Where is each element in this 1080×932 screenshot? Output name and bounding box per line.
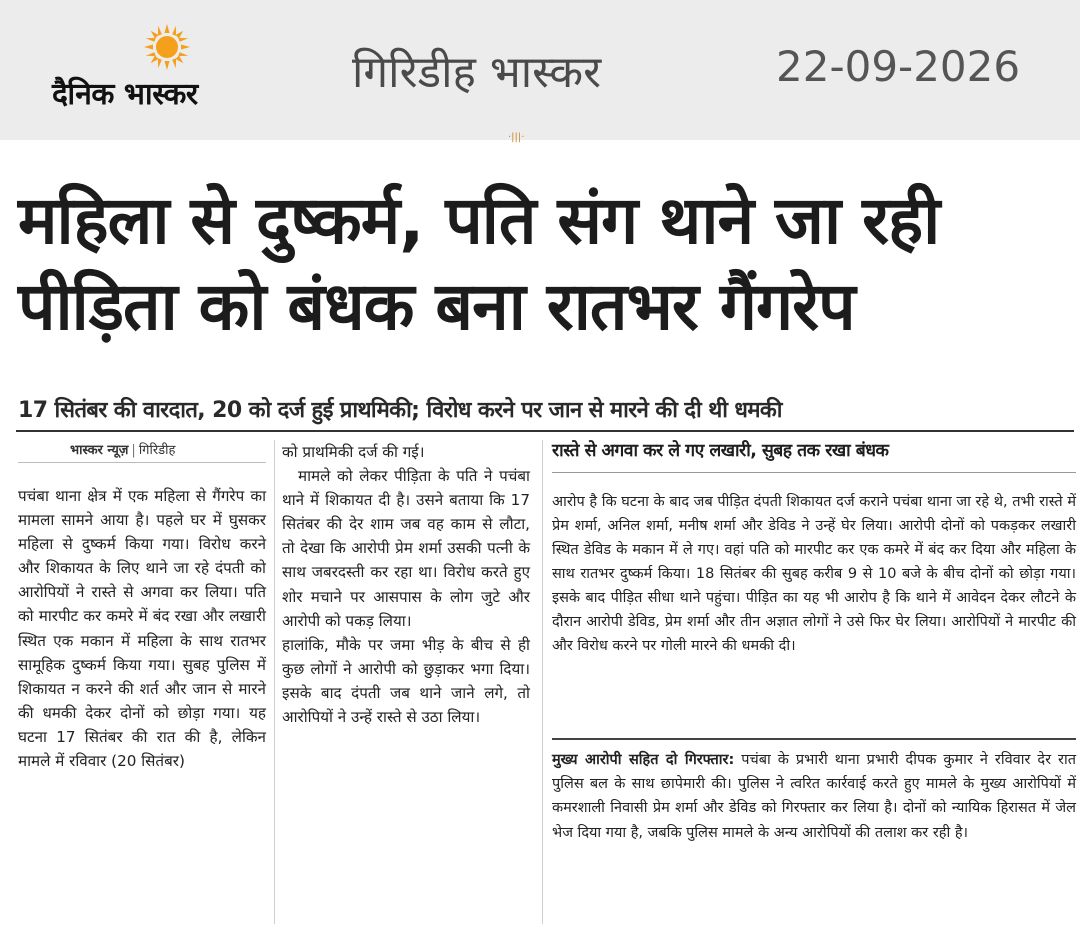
sidebar-divider	[552, 472, 1076, 473]
article-column-1	[18, 484, 266, 773]
headline	[18, 178, 1068, 350]
column-2-para-1: को प्राथमिकी दर्ज की गई।	[282, 443, 425, 461]
headline-divider	[16, 430, 1074, 432]
byline-source: भास्कर न्यूज़	[70, 443, 129, 458]
masthead	[0, 0, 1080, 140]
sidebar-article	[552, 490, 1076, 658]
arrest-box-divider	[552, 738, 1076, 740]
headline-line-1: महिला से दुष्कर्म, पति संग थाने जा रही	[18, 182, 940, 259]
arrest-body: पचंबा के प्रभारी थाना प्रभारी दीपक कुमार ने रविवार देर रात पुलिस बल के साथ छापेमारी की। पुलिस ने त्वरित कार्रवाई करते हुए मामले के मुख्य आरोपियों में कमरशाली निवासी प्रेम शर्मा और डेविड को गिरफ्तार कर लिया है। दोनों को न्यायिक हिरासत में जेल भेज दिया गया है, जबकि पुलिस मामले के अन्य आरोपियों की तलाश कर रही है।	[552, 752, 1076, 841]
byline-place: गिरिडीह	[138, 443, 176, 458]
subheadline: 17 सितंबर की वारदात, 20 को दर्ज हुई प्राथमिकी; विरोध करने पर जान से मारने की दी थी धमकी	[18, 398, 782, 423]
arrest-box	[552, 748, 1076, 845]
byline-divider	[18, 462, 266, 463]
arrest-label: मुख्य आरोपी सहित दो गिरफ्तार:	[552, 752, 735, 768]
column-divider	[274, 440, 275, 924]
sidebar-body: आरोप है कि घटना के बाद जब पीड़ित दंपती शिकायत दर्ज कराने पचंबा थाना जा रहे थे, तभी रास्ते में प्रेम शर्मा, अनिल शर्मा, मनीष शर्मा और डेविड ने उन्हें घेर लिया। आरोपी दोनों को पकड़कर लखारी स्थित डेविड के मकान में ले गए। वहां पति को मारपीट कर एक कमरे में बंद कर दिया और महिला के साथ रातभर दुष्कर्म किया। 18 सितंबर की सुबह करीब 9 से 10 बजे के बीच दोनों को छोड़ा गया। इसके बाद पीड़ित सीधा थाने पहुंचा। पीड़ित का यह भी आरोप है कि थाने में आवेदन देकर लौटने के दौरान आरोपी डेविड, प्रेम शर्मा और तीन अज्ञात लोगों ने उसे फिर घेर लिया। आरोपियों ने मारपीट की और विरोध करने पर गोली मारने की धमकी दी।	[552, 494, 1076, 654]
newspaper-logo	[52, 24, 292, 114]
column-divider	[542, 440, 543, 924]
article-column-2	[282, 440, 530, 729]
ornament-mark: ·|||·	[508, 132, 525, 143]
arrest-paragraph	[552, 748, 1076, 845]
sidebar-heading: रास्ते से अगवा कर ले गए लखारी, सुबह तक रखा बंधक	[552, 441, 889, 461]
column-2-para-3: हालांकि, मौके पर जमा भीड़ के बीच से ही कुछ लोगों ने आरोपी को छुड़ाकर भगा दिया। इसके बाद दंपती जब थाने जाने लगे, तो आरोपियों ने उन्हें रास्ते से उठा लिया।	[282, 635, 530, 727]
sun-logo-icon	[144, 24, 190, 70]
publication-date: 22-09-2026	[776, 42, 1021, 91]
edition-name: गिरिडीह भास्कर	[352, 47, 602, 98]
byline-separator: |	[131, 443, 136, 458]
column-1-text: पचंबा थाना क्षेत्र में एक महिला से गैंगरेप का मामला सामने आया है। पहले घर में घुसकर महिला से दुष्कर्म किया गया। विरोध करने और शिकायत के लिए थाने जा रहे दंपती को आरोपियों ने रास्ते से अगवा कर लिया। पति को मारपीट कर कमरे में बंद रखा और लखारी स्थित एक मकान में महिला के साथ रातभर सामूहिक दुष्कर्म किया गया। सुबह पुलिस में शिकायत न करने की शर्त और जान से मारने की धमकी देकर दोनों को छोड़ा गया। यह घटना 17 सितंबर की रात की है, लेकिन मामले में रविवार (20 सितंबर)	[18, 487, 266, 771]
column-2-para-2: मामले को लेकर पीड़िता के पति ने पचंबा थाने में शिकायत दी है। उसने बताया कि 17 सितंबर की देर शाम जब वह काम से लौटा, तो देखा कि आरोपी प्रेम शर्मा उसकी पत्नी के साथ जबरदस्ती कर रहा था। विरोध करते हुए शोर मचाने पर आसपास के लोग जुटे और आरोपी को पकड़ लिया।	[282, 467, 530, 630]
byline	[70, 440, 175, 458]
logo-wordmark: दैनिक भास्कर	[52, 77, 198, 112]
headline-line-2: पीड़िता को बंधक बना रातभर गैंगरेप	[18, 268, 855, 345]
